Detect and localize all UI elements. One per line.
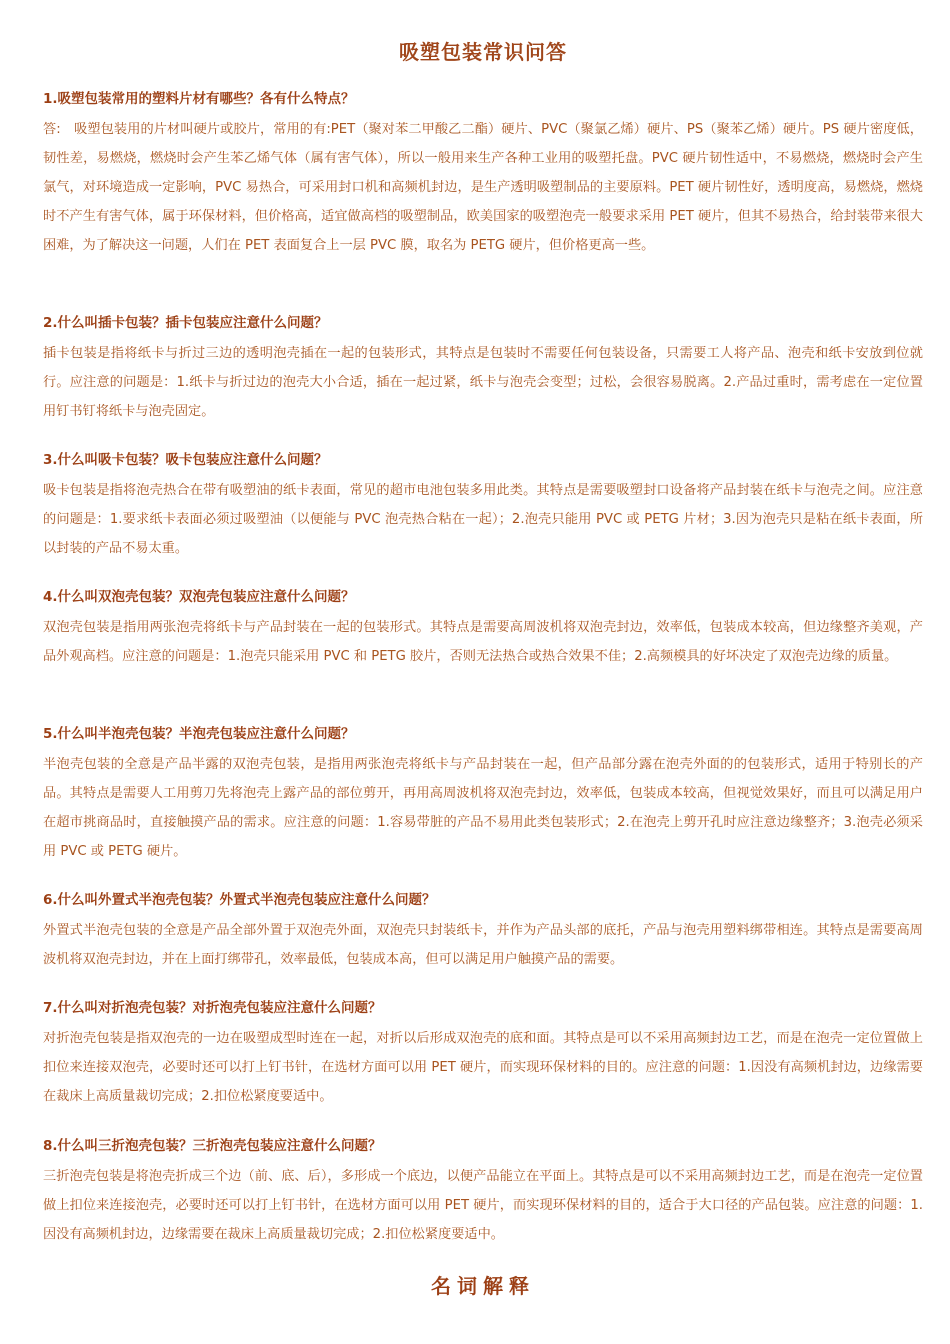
qa-section-7 [43,999,923,1111]
answer-text: 双泡壳包装是指用两张泡壳将纸卡与产品封装在一起的包装形式。其特点是需要高周波机将双泡壳封边，效率低，包装成本较高，但边缘整齐美观，产品外观高档。应注意的问题是：1.泡壳只能采用 PVC 和 PETG 胶片，否则无法热合或热合效果不佳；2.高频模具的好坏决定了双泡壳边缘的质量。 [43,620,923,664]
answer-text: 插卡包装是指将纸卡与折过三边的透明泡壳插在一起的包装形式，其特点是包装时不需要任何包装设备，只需要工人将产品、泡壳和纸卡安放到位就行。应注意的问题是：1.纸卡与折过边的泡壳大小合适，插在一起过紧，纸卡与泡壳会变型；过松，会很容易脱离。2.产品过重时，需考虑在一定位置用钉书钉将纸卡与泡壳固定。 [43,346,923,419]
qa-section-4 [43,588,923,671]
qa-section-5 [43,725,923,866]
question-heading: 3.什么叫吸卡包装？吸卡包装应注意什么问题？ [43,452,328,468]
answer-text: 外置式半泡壳包装的全意是产品全部外置于双泡壳外面，双泡壳只封装纸卡，并作为产品头部的底托，产品与泡壳用塑料绑带相连。其特点是需要高周波机将双泡壳封边，并在上面打绑带孔，效率最低，包装成本高，但可以满足用户触摸产品的需要。 [43,923,923,967]
answer-text: 半泡壳包装的全意是产品半露的双泡壳包装，是指用两张泡壳将纸卡与产品封装在一起，但产品部分露在泡壳外面的的包装形式，适用于特别长的产品。其特点是需要人工用剪刀先将泡壳上露产品的部位剪开，再用高周波机将双泡壳封边，效率低，包装成本较高，但视觉效果好，而且可以满足用户在超市挑商品时，直接触摸产品的需求。应注意的问题：1.容易带脏的产品不易用此类包装形式；2.在泡壳上剪开孔时应注意边缘整齐；3.泡壳必须采用 PVC 或 PETG 硬片。 [43,757,923,859]
page-title: 吸塑包装常识问答 [399,40,567,64]
question-heading: 4.什么叫双泡壳包装？双泡壳包装应注意什么问题？ [43,589,355,605]
qa-section-6 [43,891,923,974]
answer-text: 吸卡包装是指将泡壳热合在带有吸塑油的纸卡表面，常见的超市电池包装多用此类。其特点是需要吸塑封口设备将产品封装在纸卡与泡壳之间。应注意的问题是：1.要求纸卡表面必须过吸塑油（以便能与 PVC 泡壳热合粘在一起）；2.泡壳只能用 PVC 或 PETG 片材；3.因为泡壳只是粘在纸卡表面，所以封装的产品不易太重。 [43,483,923,556]
qa-section-1 [43,90,923,260]
question-heading: 7.什么叫对折泡壳包装？对折泡壳包装应注意什么问题？ [43,1000,382,1016]
glossary-heading: 名词解释 [431,1274,535,1298]
question-heading: 1.吸塑包装常用的塑料片材有哪些？各有什么特点？ [43,91,355,107]
question-heading: 5.什么叫半泡壳包装？半泡壳包装应注意什么问题？ [43,726,355,742]
answer-text: 对折泡壳包装是指双泡壳的一边在吸塑成型时连在一起，对折以后形成双泡壳的底和面。其特点是可以不采用高频封边工艺，而是在泡壳一定位置做上扣位来连接双泡壳，必要时还可以打上钉书针，在选材方面可以用 PET 硬片，而实现环保材料的目的。应注意的问题：1.因没有高频机封边，边缘需要在裁床上高质量裁切完成；2.扣位松紧度要适中。 [43,1031,923,1104]
qa-section-3 [43,451,923,563]
answer-text: 答: 吸塑包装用的片材叫硬片或胶片，常用的有:PET（聚对苯二甲酸乙二酯）硬片、PVC（聚氯乙烯）硬片、PS（聚苯乙烯）硬片。PS 硬片密度低，韧性差，易燃烧，燃烧时会产生苯乙烯气体（属有害气体），所以一般用来生产各种工业用的吸塑托盘。PVC 硬片韧性适中，不易燃烧，燃烧时会产生氯气，对环境造成一定影响，PVC 易热合，可采用封口机和高频机封边，是生产透明吸塑制品的主要原料。PET 硬片韧性好，透明度高，易燃烧，燃烧时不产生有害气体，属于环保材料，但价格高，适宜做高档的吸塑制品，欧美国家的吸塑泡壳一般要求采用 PET 硬片，但其不易热合，给封装带来很大困难，为了解决这一问题，人们在 PET 表面复合上一层 PVC 膜，取名为 PETG 硬片，但价格更高一些。 [43,122,923,253]
question-heading: 2.什么叫插卡包装？插卡包装应注意什么问题？ [43,315,328,331]
qa-section-2 [43,314,923,426]
qa-section-8 [43,1137,923,1249]
question-heading: 6.什么叫外置式半泡壳包装？外置式半泡壳包装应注意什么问题？ [43,892,436,908]
question-heading: 8.什么叫三折泡壳包装？三折泡壳包装应注意什么问题？ [43,1138,382,1154]
answer-text: 三折泡壳包装是将泡壳折成三个边（前、底、后），多形成一个底边，以便产品能立在平面上。其特点是可以不采用高频封边工艺，而是在泡壳一定位置做上扣位来连接泡壳，必要时还可以打上钉书针，在选材方面可以用 PET 硬片，而实现环保材料的目的，适合于大口径的产品包装。应注意的问题：1.因没有高频机封边，边缘需要在裁床上高质量裁切完成；2.扣位松紧度要适中。 [43,1169,923,1242]
